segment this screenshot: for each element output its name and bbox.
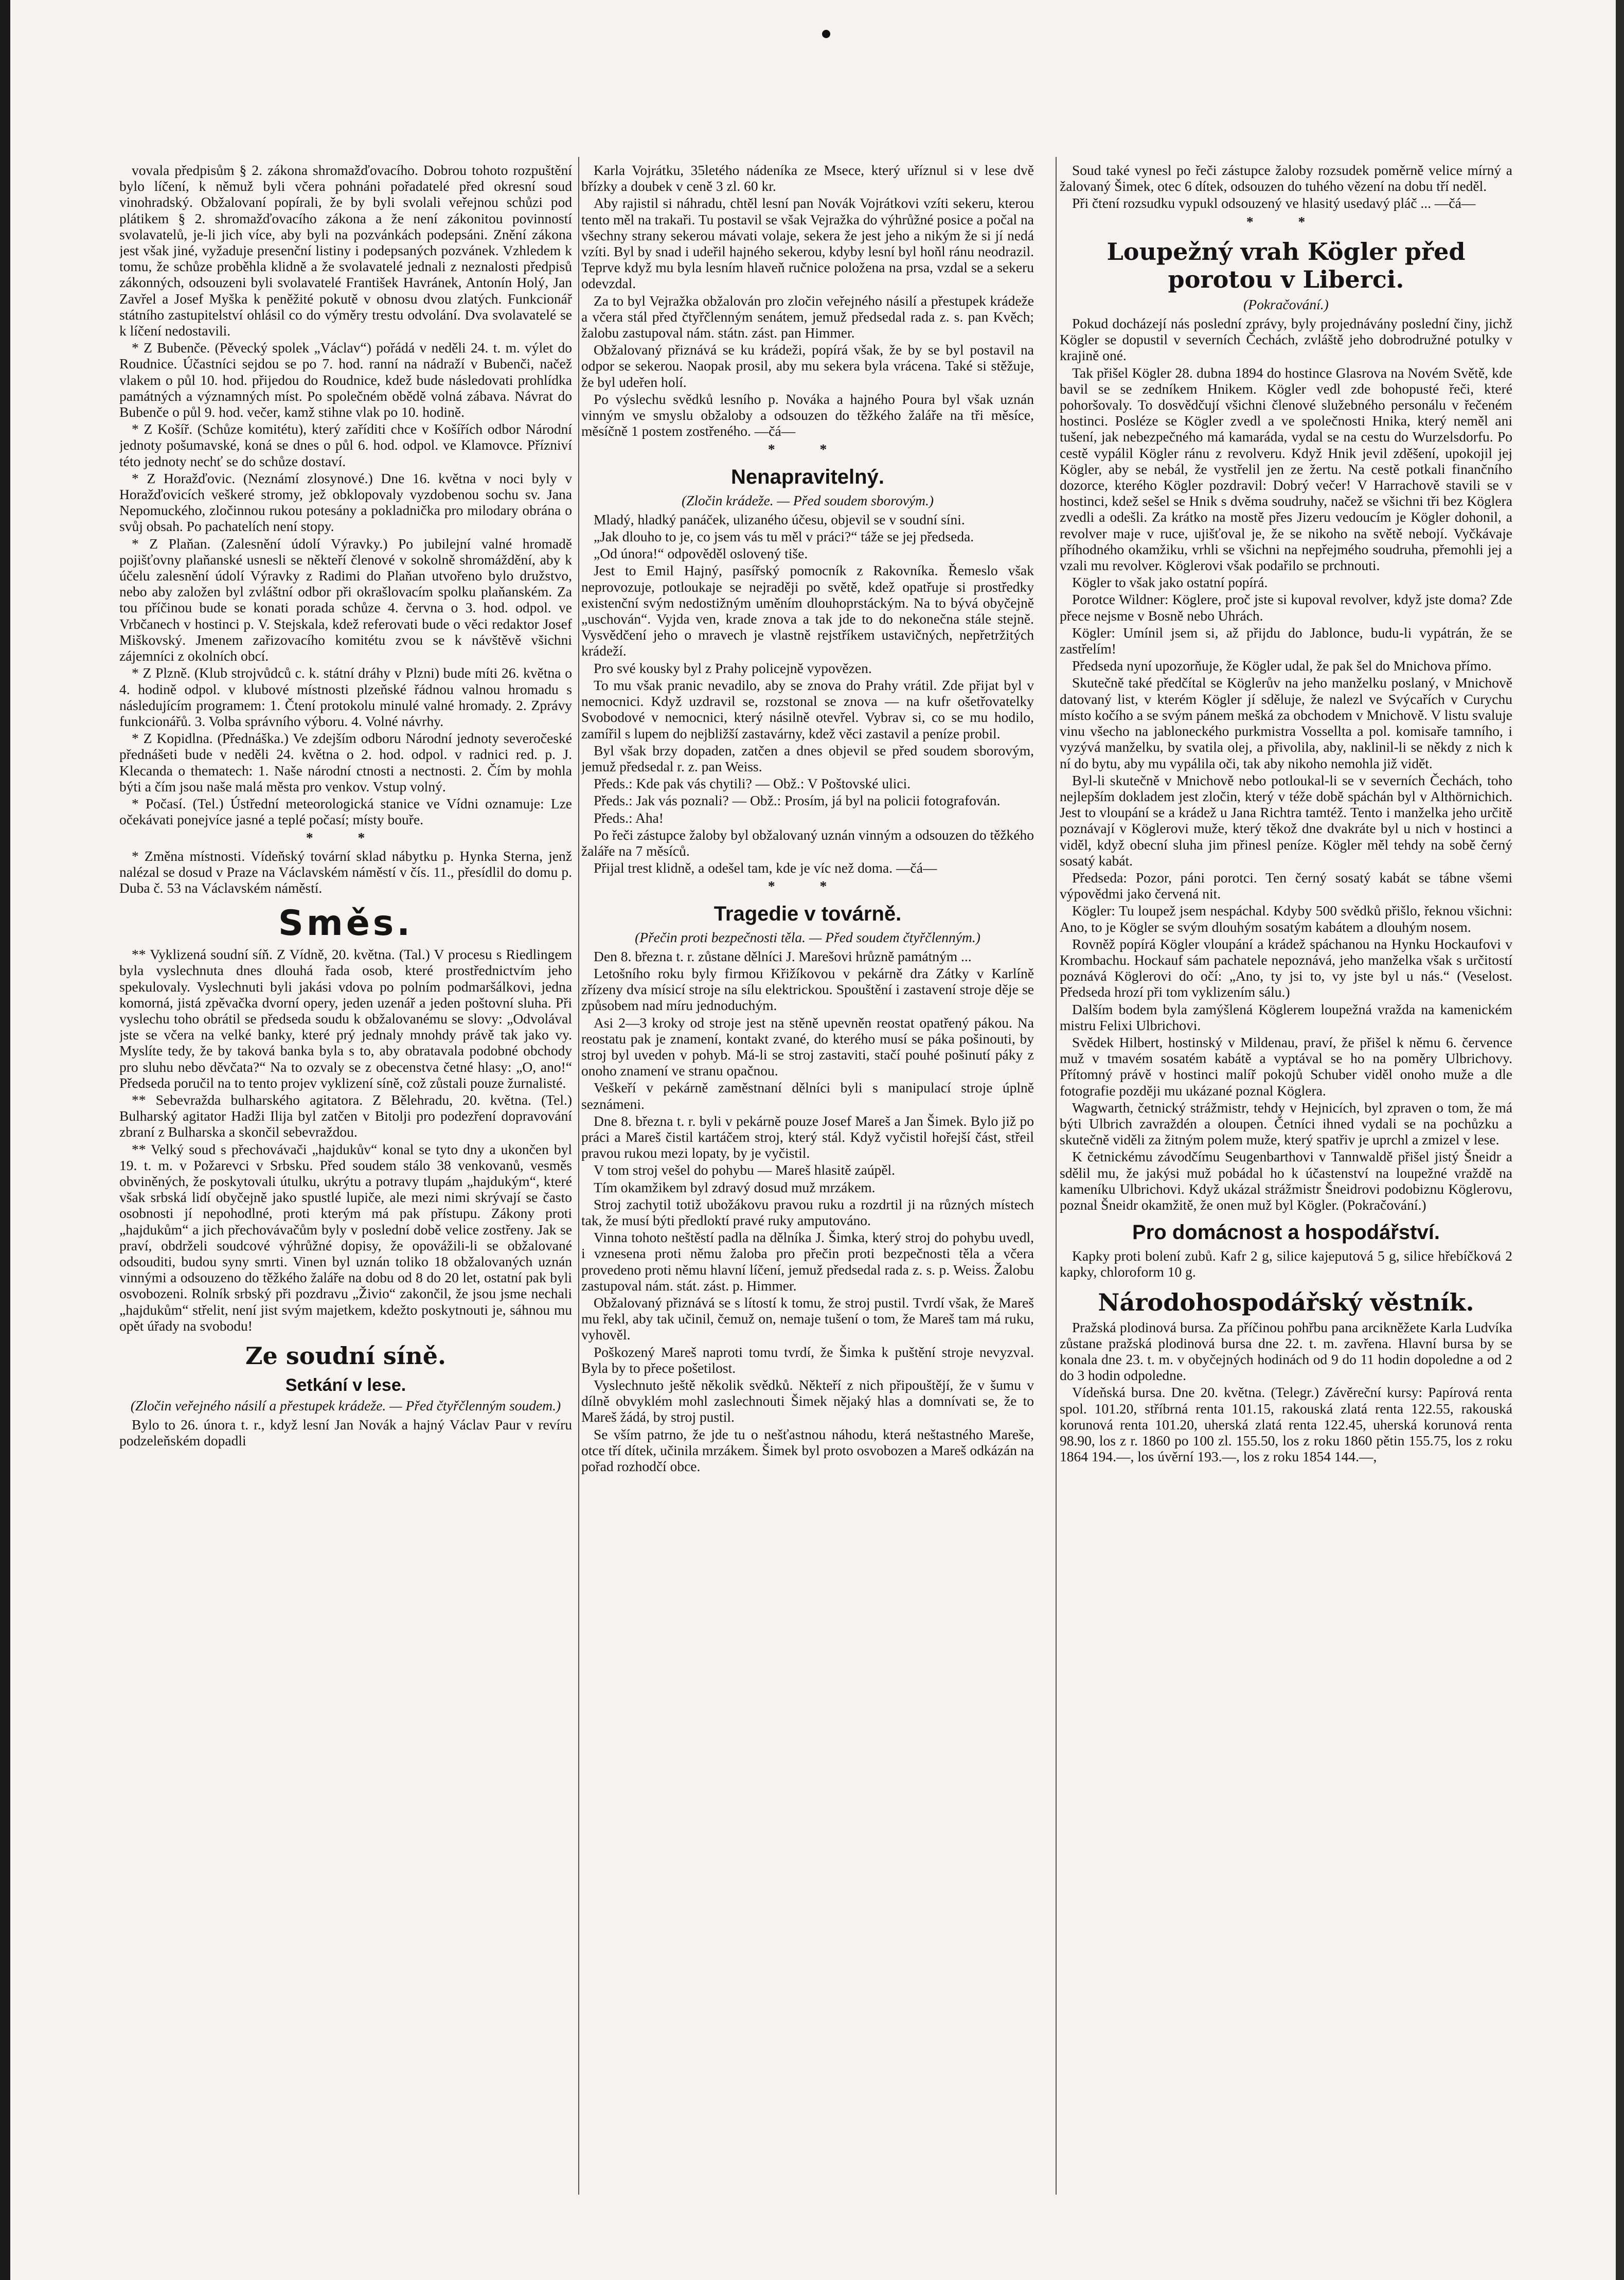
article-paragraph: Obžalovaný přiznává se s lítostí k tomu, že stroj pustil. Tvrdí však, že Mareš mu řekl, aby tak učinil, čemuž on, nemaje tušení o tom, že Mareš tam má ruku, vyhověl. (581, 1295, 1034, 1343)
article-paragraph: Předs.: Aha! (594, 809, 664, 826)
article-paragraph: Za to byl Vejražka obžalován pro zločin veřejného násilí a přestupek krádeže a včera stál před čtyřčlenným senátem, jemuž předsedal rada z. s. pan Kvěch; žalobu zastupoval nám. státn. zást. pan Himmer. (581, 292, 1034, 341)
section-title-vestnik: Národohospodářský věstník. (1098, 1288, 1474, 1316)
news-item-zmena-mistnosti: * Změna místnosti. Vídeňský tovární sklad nábytku p. Hynka Sterna, jenž nalézal se dosud v Praze na Václavském náměstí v čís. 11., přesídlil do domu p. Duba č. 53 na Václavském náměstí. (119, 847, 572, 896)
section-stars: * * (1246, 213, 1326, 229)
section-title-smes: Směs. (278, 903, 414, 944)
article-paragraph: Den 8. března t. r. zůstane dělníci J. Marešovi hrůzně památným ... (594, 948, 972, 964)
article-paragraph: „Jak dlouho to je, co jsem vás tu měl v práci?“ táže se jej předseda. (594, 528, 974, 545)
article-paragraph: Obžalovaný přiznává se ku krádeži, popírá však, že by se byl postavil na odpor se sekerou. Naopak prosil, aby mu sekera byla vrácena. Také si stěžuje, že byl udeřen holí. (581, 342, 1034, 390)
article-paragraph: Po výslechu svědků lesního p. Nováka a hajného Poura byl však uznán vinným ve smyslu obžaloby a odsouzen do těžkého žaláře na tři měsíce, měsíčně 1 postem zostřeného. —čá— (581, 391, 1034, 439)
article-paragraph: V tom stroj vešel do pohybu — Mareš hlasitě zaúpěl. (594, 1162, 896, 1178)
article-paragraph: Vídeňská bursa. Dne 20. května. (Telegr.) Závěreční kursy: Papírová renta spol. 101.20, stříbrná renta 101.15, rakouská zlatá renta 122.55, rakouská korunová renta 101.20, uherská zlatá renta 122.45, uherská korunová renta 98.90, los z r. 1860 po 100 zl. 155.50, los z roku 1860 pětin 155.75, los z roku 1864 194.—, los úvěrní 193.—, los z roku 1854 144.—, (1060, 1384, 1512, 1465)
article-paragraph: Kapky proti bolení zubů. Kafr 2 g, silice kajeputová 5 g, silice hřebíčková 2 kapky, chloroform 10 g. (1060, 1248, 1512, 1280)
article-paragraph: Wagwarth, četnický strážmistr, tehdy v Hejnicích, byl zpraven o tom, že má býti Ulbrich zavraždén a oloupen. Četníci ihned vydali se na pochůzku a skutečně viděli za žitným polem muže, který spatřiv je uprchl a zmizel v lese. (1060, 1099, 1512, 1148)
article-paragraph: Se vším patrno, že jde tu o nešťastnou náhodu, která neštastného Mareše, otce tří dítek, učinila mrzákem. Šimek byl proto osvobozen a Mareš odkázán na pořad rozhodčí obce. (581, 1426, 1034, 1475)
article-title-tragedie: Tragedie v továrně. (713, 902, 902, 925)
article-paragraph: Mladý, hladký panáček, ulizaného účesu, objevil se v soudní síni. (594, 511, 965, 527)
news-item-planany: * Z Plaňan. (Zalesnění údolí Výravky.) Po jubilejní valné hromadě pojišťovny plaňanské usnesli se někteří členové v sokolně shromáždění, aby k účelu zalesnění údolí Výravky z Radimi do Plaňan utvořeno bylo družstvo, nebo aby založen byl zvláštní odbor při okrašlovacím spolku plaňanském. Za tou příčinou bude se konati porada schůze 4. června o 3. hod. odpol. ve Vrbčanech v hostinci p. V. Stejskala, kdež referovati bude o věci redaktor Josef Miškovský. Jmenem zařizovacího komitétu zvou se k návštěvě všichni zájemníci z okolních obcí. (119, 535, 572, 664)
article-subtitle: (Přečin proti bezpečnosti těla. — Před soudem čtyřčlenným.) (635, 929, 980, 945)
article-subtitle: (Zločin krádeže. — Před soudem sborovým.) (681, 492, 934, 508)
article-paragraph: K četnickému závodčímu Seugenbarthovi v Tannwaldě přišel jistý Šneidr a sdělil mu, že jakýsi muž pobádal ho k účastenství na loupežné vraždě na kameníku Ulbrichovi. Když ukázal strážmistr Šneidrovi podobiznu Köglerovu, poznal Šneidr okamžitě, že onen muž byl Kögler. (Pokračování.) (1060, 1148, 1512, 1213)
article-title-kogler: Loupežný vrah Kögler před porotou v Liberci. (1107, 237, 1466, 293)
article-paragraph: vovala předpisům § 2. zákona shromažďovacího. Dobrou tohoto rozpuštění bylo líčení, k němuž byli včera pohnáni pořadatelé před okresní soud vinohradský. Obžalovaní popírali, že by byli svolali veřejnou schůzi pod plátikem § 2. shromažďovacího zákona a že není zákonitou povinností svolavatelů, je-li jich více, aby byli na pozvánkách podepsáni. Znění zákona jest však jiné, vyžaduje presenční listiny i podepsaných pozvánek. Vzhledem k tomu, že schůze proběhla klidně a že svolavatelé jednali z neznalosti předpisů zákonných, odsouzeni byli svolavatelé František Havránek, Antonín Holý, Jan Zavřel a Josef Myška k peněžité pokutě v obnosu dvou zlatých. Funkcionář státního zastupitelství ohlásil co do výměry trestu odvolání. Dva svolavatelé se k líčení nedostavili. (119, 162, 572, 339)
article-paragraph: Předs.: Jak vás poznali? — Obž.: Prosím, já byl na policii fotografován. (594, 792, 1001, 809)
section-title-soudni-sin: Ze soudní síně. (245, 1342, 447, 1370)
column-middle (581, 162, 1034, 2220)
article-paragraph: Soud také vynesl po řeči zástupce žaloby rozsudek poměrně velice mírný a žalovaný Šimek, otec 6 dítek, odsouzen do tuhého vězení na dobu tří neděl. (1060, 162, 1512, 195)
news-item-pocasi: * Počasí. (Tel.) Ústřední meteorologická stanice ve Vídni oznamuje: Lze očekávati ponejvíce jasné a teplé počasí; místy bouře. (119, 795, 572, 828)
article-subtitle: (Pokračování.) (1243, 296, 1329, 312)
news-item-kopidlno: * Z Kopidlna. (Přednáška.) Ve zdejším odboru Národní jednoty severočeské přednášeti bude v neděli 24. května o 2. hod. odpol. v radnici red. p. J. Klecanda o thematech: 1. Naše národní ctnosti a nectnosti. 2. Čím by mohla býti a čím jsou naše malá města pro venkov. Vstup volný. (119, 730, 572, 794)
article-paragraph: Asi 2—3 kroky od stroje jest na stěně upevněn reostat opatřený pákou. Na reostatu pak je znamení, kontakt zvané, do kterého musí se páka pošinouti, by stroj byl uveden v pohyb. Má-li se stroj zastaviti, stačí pouhé pošinutí páky z onoho znamení ve stranu opačnou. (581, 1014, 1034, 1079)
article-paragraph: Poškozený Mareš naproti tomu tvrdí, že Šimka k puštění stroje nevyzval. Byla by to přece pošetilost. (581, 1344, 1034, 1376)
section-stars: * * (768, 441, 848, 457)
article-paragraph: Při čtení rozsudku vypukl odsouzený ve hlasitý usedavý pláč ... —čá— (1072, 195, 1476, 211)
news-item-horazdovice: * Z Horažďovic. (Neznámí zlosynové.) Dne 16. května v noci byly v Horažďovicích veškeré stromy, jež obklopovaly vyzdobenou sochu sv. Jana Nepomuckého, zločinnou rukou potesány a pokladnička pro milodary obrána o svůj obsah. Po pachatelích není stopy. (119, 470, 572, 535)
column-left (119, 162, 572, 2220)
article-paragraph: Aby rajistil si náhradu, chtěl lesní pan Novák Vojrátkovi vzíti sekeru, kterou tento měl na trakaři. Tu postavil se však Vejražka do výhrůžné posice a počal na všechny strany sekerou mávati volaje, sekera že jest jeho a nikým že si jí nedá vzíti. Byl by snad i udeřil hajného sekerou, kdyby lesní byl hoňl ránu neodrazil. Teprve když mu byla lesním hlaveň ručnice položena na prsa, vzdal se a sekeru odevzdal. (581, 195, 1034, 292)
article-paragraph: Vyslechnuto ještě několik svědků. Někteří z nich připouštějí, že v šumu v dílně obvyklém mohl zaslechnouti Šimek nějaký hlas a domnívati se, že to Mareš žádá, by stroj pustil. (581, 1377, 1034, 1425)
article-paragraph: Po řeči zástupce žaloby byl obžalovaný uznán vinným a odsouzen do těžkého žaláře na 7 měsíců. (581, 826, 1034, 859)
column-rule (578, 157, 579, 2195)
column-right (1060, 162, 1512, 2220)
article-paragraph: Rovněž popírá Kögler vloupání a krádež spáchanou na Hynku Hockaufovi v Krombachu. Hockauf sám pachatele nepoznává, jeho manželka však s určitostí poznává Köglerovi do očí: „Ano, ty jsi to, vy jste byl u nás.“ (Veselost. Předseda hrozí při tom vyklizením sálu.) (1060, 935, 1512, 1000)
news-item-bubenec: * Z Bubenče. (Pěvecký spolek „Václav“) pořádá v neděli 24. t. m. výlet do Roudnice. Účastníci sejdou se po 7. hod. ranní na nádraží v Bubenči, načež vlakem o půl 10. hod. přijedou do Roudnice, kdež bude následovati prohlídka památných a významných míst. Po společném obědě volná zábava. Návrat do Bubenče o půl 9. hod. večer, kamž stihne vlak po 10. hodině. (119, 340, 572, 420)
article-paragraph: Letošního roku byly firmou Křižíkovou v pekárně dra Zátky v Karlíně zřízeny dva mísicí stroje na sílu elektrickou. Spouštění i zastavení stroje děje se způsobem nad míru jednoduchým. (581, 965, 1034, 1014)
article-paragraph: Pokud docházejí nás poslední zprávy, byly projednávány poslední činy, jichž Kögler se dopustil v severních Čechách, zvláště jeho dobrodružné potulky v krajině oné. (1060, 315, 1512, 364)
news-item-hajduci: ** Velký soud s přechovávači „hajdukův“ konal se tyto dny a ukončen byl 19. t. m. v Požarevci v Srbsku. Před soudem stálo 38 venkovanů, vesměs obviněných, že poskytovali útulku, ukrýtu a potravy tlupám „hajdukým“, které však srbská lidí obyčejně jako spustlé lupiče, ale mezi nimi skrývají se často osobnosti jí nepohodlné, proti kterým má pak přístupu. Zákony proti „hajdukům“ a jich přechovávačům byly v poslední době velice zostřeny. Jak se praví, obdrželi soudcové výhrůžné dopisy, že opovážili-li se obžalované odsouditi, budou syny smrti. Vinen byl uznán toliko 18 obžalovaných uznán vinnými a odsouzeno do těžkého žaláře na dobu od 8 do 20 let, ostatní pak byli osvobozeni. Rolník srbský při pozdravu „Živio“ zakončil, že jsou jsme nechali „hajdukům“ střelit, není jist svým majetkem, kdežto poskytnouti je, sáhnou mu opět úřady na svobodu! (119, 1141, 572, 1334)
article-paragraph: Tím okamžikem byl zdravý dosud muž mrzákem. (594, 1179, 876, 1195)
article-paragraph: Jest to Emil Hajný, pasířský pomocník z Rakovníka. Řemeslo však neprovozuje, potloukaje se nejraději po světě, kdež opatřuje si prostředky existenční svým nedostižným uměním dlouhoprstáckým. Na to bývá obyčejně „uschován“. Vyjda ven, krade znova a tak jde to do nekonečna stále stejně. Vysvědčení jeho o mravech je vlastně rejstříkem ustavičných, nepřetržitých krádeží. (581, 562, 1034, 659)
article-paragraph: Karla Vojrátku, 35letého nádeníka ze Msece, který uříznul si v lese dvě břízky a doubek v ceně 3 zl. 60 kr. (581, 162, 1034, 195)
scan-edge-left (0, 0, 10, 2280)
article-paragraph: Dne 8. března t. r. byli v pekárně pouze Josef Mareš a Jan Šimek. Bylo již po práci a Mareš čistil kartáčem stroj, který stál. Když vyčistil hořejší část, střeil pravou rukou mezi lopaty, by je vyčistil. (581, 1112, 1034, 1161)
article-paragraph: Byl-li skutečně v Mnichově nebo potloukal-li se v severních Čechách, toho nejlepším dokladem jest zločin, který v téže době spáchán byl v Althörnichich. Jest to vloupání se a krádež u Jana Richtra tamtéž. Tento i manželka jeho určitě poznávají v Köglerovi muže, který těkož dne dvakráte byl u nich v hostinci a viděl, když obecní sluha jim přinesl peníze. Kögler měl tehdy na sobě černý sosatý kabát. (1060, 772, 1512, 869)
news-item-kosir: * Z Košíř. (Schůze komitétu), který zaříditi chce v Košířích odbor Národní jednoty pošumavské, koná se dnes o půl 6. hod. odpol. ve Klamovce. Přízniví této jednoty nechť se do schůze dostaví. (119, 421, 572, 469)
article-paragraph: Dalším bodem byla zamýšlená Köglerem loupežná vražda na kamenickém mistru Felixi Ulbrichovi. (1060, 1001, 1512, 1033)
article-paragraph: Kögler: Tu loupež jsem nespáchal. Kdyby 500 svědků přišlo, řeknou všichni: Ano, to je Kögler se svým dlouhým sosatým kabátem a dlouhým nosem. (1060, 903, 1512, 935)
article-paragraph: Pro své kousky byl z Prahy policejně vypovězen. (594, 660, 872, 676)
article-paragraph: Veškeří v pekárně zaměstnaní dělníci byli s manipulací stroje úplně seznámeni. (581, 1080, 1034, 1112)
scan-edge-right (1616, 0, 1624, 2280)
page-mark-dot (822, 30, 830, 38)
article-paragraph: Bylo to 26. února t. r., když lesní Jan Novák a hajný Václav Paur v revíru podzeleňském dopadli (119, 1417, 572, 1449)
article-paragraph: Svědek Hilbert, hostinský v Mildenau, praví, že přišel k němu 6. července muž v tmavém sosatém kabátě a vyptával se ho na poměry Ulbrichovy. Přítomný právě v hostinci malíř pokojů Schuber viděl onoho muže a dle fotografie později mu ukázané poznal Köglera. (1060, 1034, 1512, 1099)
article-paragraph: Přijal trest klidně, a odešel tam, kde je víc než doma. —čá— (594, 860, 937, 876)
section-stars: * * (768, 878, 848, 894)
column-rule (1056, 157, 1057, 2195)
article-paragraph: Předseda nyní upozorňuje, že Kögler udal, že pak šel do Mnichova přímo. (1072, 658, 1492, 674)
article-paragraph: Byl však brzy dopaden, zatčen a dnes objevil se před soudem sborovým, jemuž předsedal r. z. pan Weiss. (581, 742, 1034, 774)
article-paragraph: Vinna tohoto neštěstí padla na dělníka J. Šimka, který stroj do pohybu uvedl, i vznesena proti němu žaloba pro přečin proti bezpečnosti těla a včera provedeno proti němu hlavní líčení, jemuž předsedal rada z. s. p. Weiss. Žalobu zastupoval nám. stát. zást. p. Himmer. (581, 1229, 1034, 1294)
article-paragraph: Kögler: Umínil jsem si, až přijdu do Jablonce, budu-li vypátrán, že se zastřelím! (1060, 624, 1512, 657)
article-title-setkani: Setkání v lese. (285, 1375, 406, 1395)
article-paragraph: Tak přišel Kögler 28. dubna 1894 do hostince Glasrova na Novém Světě, kde bavil se se zedníkem Hnikem. Kögler vedl zde bohopusté řeči, které pohoršovaly. To dosvědčují všichni členové služebného personálu v řečeném hostinci. Posléze se Kögler zvedl a ve společnosti Hnika, který neměl ani tušení, jak nebezpečného má kamaráda, vydal se na cestu do Wurzelsdorfu. Po cestě vypálil Kögler ránu z revolveru. Když Hnik jevil zděšení, upokojil jej Kögler, aby se nebál, že vystřelil jen ze žertu. Na cestě potkali finančního dozorce, kterého Kögler pozdravil: Dobrý večer! V Harrachově stavili se v hostinci, kdež sešel se Hnik s dvěma soudruhy, načež se všichni tři bez Köglera zvedli a odešli. Za krátko na mostě přes Jizeru vedoucím je Kögler dohonil, a revolver maje v ruce, ujišťoval je, že se nikoho na světě nebojí. Vyčkávaje příhodného okamžiku, vrhli se všichni na nepřejmého soudruha, přemohli jej a vzali mu revolver. Köglerovi však podařilo se prchnouti. (1060, 364, 1512, 574)
section-stars: * * (306, 829, 386, 846)
article-paragraph: „Od února!“ odpověděl oslovený tiše. (594, 545, 808, 562)
news-item-vyklizena-sin: ** Vyklizená soudní síň. Z Vídně, 20. května. (Tal.) V procesu s Riedlingem byla vyslechnuta dnes dlouhá řada osob, které prostřednictvím jeho spekulovaly. Vyslechnuti byli jakási vdova po polním podmaršálkovi, jedna komorná, jistá zpěvačka dvorní opery, jeden uzenář a jeden poštovní sluha. Při vyslechu toho obrátil se předseda soudu k obžalovanému se slovy: „Odvolával jste se včera na velké banky, které prý jednaly mnohdy právě tak jako vy. Myslíte tedy, že by taková banka byla s to, aby obratavala podobné obchody pro sluhu nebo děvčata?“ Na to ozvaly se z obecenstva četné hlasy: „O, ano!“ Předseda poručil na to tento projev vyklizení síně, což zůstali pouze žurnalisté. (119, 946, 572, 1091)
article-paragraph: Skutečně také předčítal se Köglerův na jeho manželku poslaný, v Mnichově datovaný list, v kterém Kögler jí sděluje, že nalezl ve Svýcařích v Curychu místo kočího a se svým pánem mešká za obchodem v Mnichově. V listu svaluje vinu všecho na jabloneckého purkmistra Vossellta a pol. komisaře tamního, i vyzývá manželku, by svatila olej, a přivolila, aby, naklinil-li se někdy z nich k ní do bytu, aby mu vypálila oči, tak aby nikoho nemohla již vidět. (1060, 675, 1512, 771)
article-paragraph: To mu však pranic nevadilo, aby se znova do Prahy vrátil. Zde přijat byl v nemocnici. Když uzdravil se, rozstonal se znova — na kufr ošetřovatelky Svobodové v nemocnici, který násilně otevřel. Vybrav si, co se mu hodilo, zamířil s lupem do nejbližší zastavárny, kdež věci zastavil a peníze probil. (581, 677, 1034, 741)
article-paragraph: Stroj zachytil totiž ubožákovu pravou ruku a rozdrtil ji na různých místech tak, že musí býti předloktí pravé ruky amputováno. (581, 1196, 1034, 1228)
article-paragraph: Předseda: Pozor, páni porotci. Ten černý sosatý kabát se tábne všemi výpovědmi jako červená nit. (1060, 869, 1512, 902)
article-paragraph: Předs.: Kde pak vás chytili? — Obž.: V Poštovské ulici. (594, 775, 911, 792)
article-title-nenapravitelny: Nenapravitelný. (731, 465, 884, 488)
news-item-sebevrazda: ** Sebevražda bulharského agitatora. Z Bělehradu, 20. května. (Tel.) Bulharský agitator Hadži Ilija byl zatčen v Bitolji pro podezření dopravování zbraní z Bulharska a skončil sebevraždou. (119, 1091, 572, 1140)
article-paragraph: Pražská plodinová bursa. Za příčinou pohřbu pana arcikněžete Karla Ludvíka zůstane pražská plodinová bursa dne 22. t. m. zavřena. Hlavní bursa by se konala dne 23. t. m. v obyčejných hodinách od 9 do 11 hodin dopoledne a od 2 do 3 hodin odpoledne. (1060, 1319, 1512, 1384)
section-title-domacnost: Pro domácnost a hospodářství. (1132, 1221, 1440, 1244)
article-subtitle: (Zločin veřejného násilí a přestupek krádeže. — Před čtyřčlenným soudem.) (130, 1398, 561, 1414)
article-paragraph: Kögler to však jako ostatní popírá. (1072, 574, 1268, 591)
news-item-plzen: * Z Plzně. (Klub strojvůdců c. k. státní dráhy v Plzni) bude míti 26. května o 4. hodině odpol. v klubové místnosti plzeňské řádnou valnou hromadu s následujícím programem: 1. Čtení protokolu minulé valné hromady. 2. Zprávy funkcionářů. 3. Volba správního výboru. 4. Volné návrhy. (119, 665, 572, 729)
article-paragraph: Porotce Wildner: Köglere, proč jste si kupoval revolver, když jste doma? Zde přece nejsme v Bosně nebo Uhrách. (1060, 591, 1512, 624)
